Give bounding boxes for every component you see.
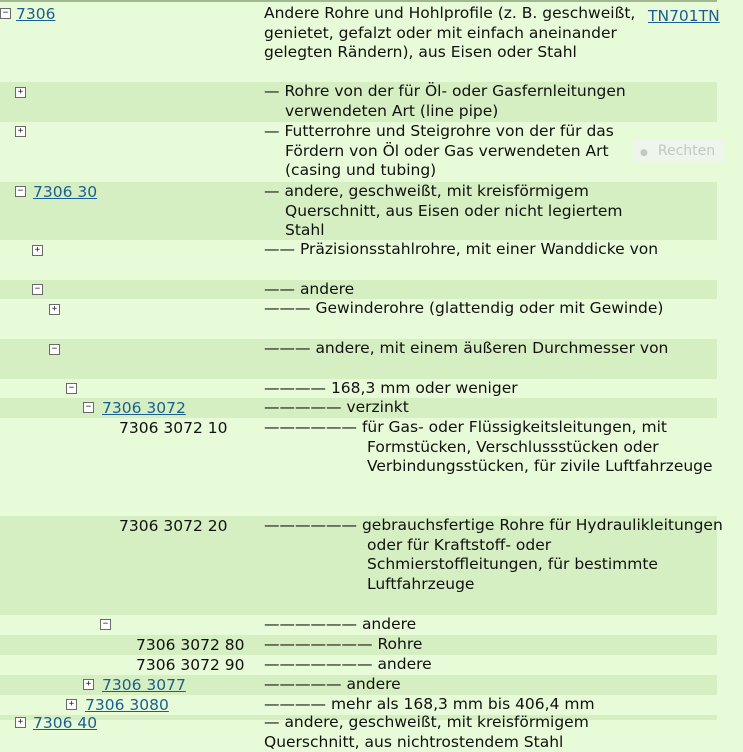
description-text: Präzisionsstahlrohre, mit einer Wanddicke von <box>299 240 659 258</box>
search-placeholder: Rechten <box>657 143 716 159</box>
row-description <box>264 675 654 695</box>
expand-icon[interactable]: + <box>83 679 94 690</box>
expand-icon[interactable]: + <box>49 304 60 315</box>
expand-icon[interactable]: + <box>15 87 26 98</box>
level-dashes: —————— <box>264 615 362 633</box>
code-text: 7306 3072 10 <box>119 419 228 437</box>
row-description <box>264 398 654 418</box>
level-dashes: —— <box>264 280 300 298</box>
row-description <box>264 418 743 477</box>
row-description <box>264 82 675 121</box>
collapse-icon[interactable]: − <box>0 8 11 19</box>
row-description <box>264 280 654 300</box>
level-dashes: —————— <box>264 516 362 534</box>
collapse-icon[interactable]: − <box>83 402 94 413</box>
tree-row <box>0 2 720 82</box>
row-description <box>264 240 692 260</box>
description-text: andere <box>346 675 401 693</box>
code-text: 7306 3072 80 <box>136 636 245 654</box>
description-text: andere <box>299 280 355 298</box>
row-description <box>264 655 654 675</box>
tree-row <box>0 122 717 182</box>
description-text: Rohre von der für Öl- oder Gasfernleitungen verwendeten Art (line pipe) <box>284 82 626 120</box>
tree-row <box>0 299 717 339</box>
description-text: 168,3 mm oder weniger <box>330 379 518 397</box>
description-text: andere, geschweißt, mit kreisförmigem Querschnitt, aus nichtrostendem Stahl <box>264 713 589 751</box>
code-link[interactable]: 7306 3072 <box>102 399 186 417</box>
search-icon: ● <box>640 148 648 158</box>
level-dashes: ————— <box>264 675 347 693</box>
tree-row <box>0 240 717 280</box>
level-dashes: —————— <box>264 418 362 436</box>
level-dashes: ——— <box>264 299 316 317</box>
code-text: 7306 3072 20 <box>119 517 228 535</box>
tree-row <box>0 635 717 655</box>
code-link[interactable]: 7306 40 <box>33 714 98 732</box>
code-link[interactable]: 7306 30 <box>33 183 98 201</box>
tree-row <box>0 418 717 516</box>
description-text: Rohre <box>377 635 423 653</box>
expand-icon[interactable]: + <box>32 245 43 256</box>
row-description <box>264 516 727 594</box>
collapse-icon[interactable]: − <box>15 186 26 197</box>
expand-icon[interactable]: + <box>15 126 26 137</box>
level-dashes: —— <box>264 240 300 258</box>
expand-icon[interactable]: + <box>66 699 77 710</box>
tn-link[interactable]: TN701TN <box>648 7 720 25</box>
code-link[interactable]: 7306 3080 <box>85 696 169 714</box>
row-description <box>264 299 708 319</box>
level-dashes: — <box>264 182 285 200</box>
code-text: 7306 3072 90 <box>136 656 245 674</box>
row-description <box>264 4 648 63</box>
collapse-icon[interactable]: − <box>49 344 60 355</box>
level-dashes: ———— <box>264 379 331 397</box>
description-text: andere <box>361 615 417 633</box>
tree-row <box>0 82 717 122</box>
level-dashes: ——— <box>264 339 316 357</box>
row-description <box>264 182 665 241</box>
level-dashes: ————— <box>264 398 347 416</box>
collapse-icon[interactable]: − <box>66 383 77 394</box>
description-text: gebrauchsfertige Rohre für Hydraulikleitungen oder für Kraftstoff- oder Schmierstoffleitungen, für bestimmte Luftfahrzeuge <box>361 516 723 593</box>
row-description <box>264 122 665 181</box>
tree-row <box>0 655 717 675</box>
row-description <box>264 695 654 715</box>
description-text: andere <box>377 655 432 673</box>
description-text: Gewinderohre (glattendig oder mit Gewinde) <box>315 299 664 317</box>
tree-row <box>0 675 717 695</box>
description-text: andere, mit einem äußeren Durchmesser von <box>315 339 669 357</box>
level-dashes: ——————— <box>264 655 378 673</box>
description-text: andere, geschweißt, mit kreisförmigem Querschnitt, aus Eisen oder nicht legiertem Stahl <box>284 182 623 240</box>
search-overlay[interactable] <box>634 140 724 162</box>
expand-icon[interactable]: + <box>15 717 26 728</box>
row-description <box>264 379 654 399</box>
description-text: verzinkt <box>346 398 409 416</box>
row-description <box>264 713 654 752</box>
description-text: Futterrohre und Steigrohre von der für das Fördern von Öl oder Gas verwendeten Art (casing und tubing) <box>284 122 614 180</box>
tree-row <box>0 398 717 418</box>
tree-row <box>0 516 723 615</box>
code-link[interactable]: 7306 3077 <box>102 676 186 694</box>
tree-row <box>0 713 717 751</box>
tree-row <box>0 695 717 715</box>
level-dashes: — <box>264 122 285 140</box>
row-description <box>264 339 708 359</box>
tree-row <box>0 182 717 240</box>
tree-row <box>0 280 717 299</box>
tree-row <box>0 339 717 379</box>
description-text: Andere Rohre und Hohlprofile (z. B. geschweißt, genietet, gefalzt oder mit einfach aneinander gelegten Rändern), aus Eisen oder Stahl <box>264 4 636 62</box>
collapse-icon[interactable]: − <box>32 284 43 295</box>
level-dashes: ———— <box>264 695 331 713</box>
row-description <box>264 615 654 635</box>
tree-row <box>0 615 717 635</box>
level-dashes: ——————— <box>264 635 378 653</box>
row-description <box>264 635 654 655</box>
code-link[interactable]: 7306 <box>16 5 56 23</box>
description-text: für Gas- oder Flüssigkeitsleitungen, mit Formstücken, Verschlussstücken oder Verbindungsstücken, für zivile Luftfahrzeuge <box>361 418 713 476</box>
level-dashes: — <box>264 713 285 731</box>
level-dashes: — <box>264 82 285 100</box>
description-text: mehr als 168,3 mm bis 406,4 mm <box>330 695 595 713</box>
collapse-icon[interactable]: − <box>100 619 111 630</box>
tree-row <box>0 379 717 398</box>
